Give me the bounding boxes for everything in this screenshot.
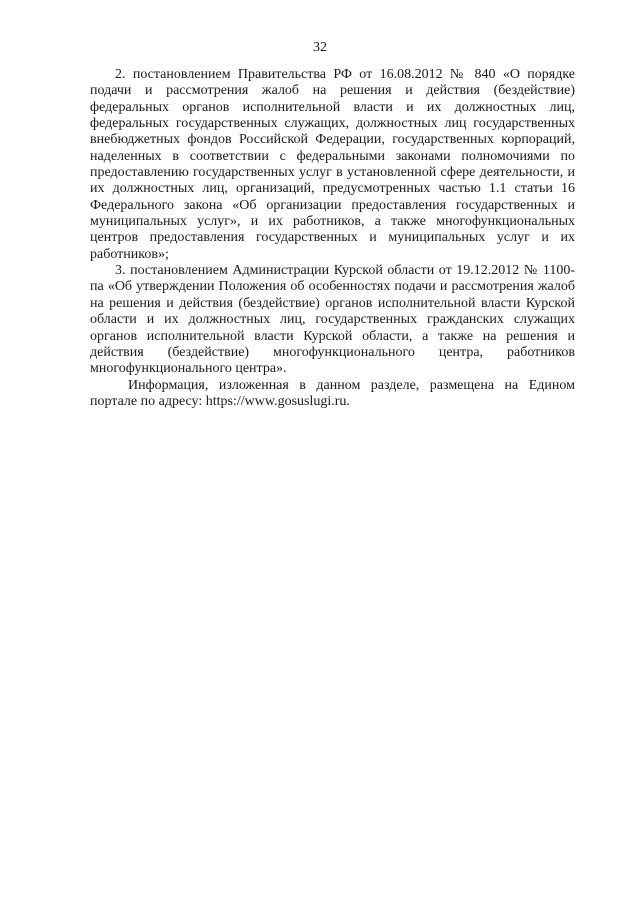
paragraph-item-2: 2. постановлением Правительства РФ от 16.08.2012 № 840 «О порядке подачи и рассмотрения жалоб на решения и действия (бездействие) федеральных органов исполнительной власти и их должностных лиц, федеральных государственных служащих, должностных лиц государственных внебюджетных фондов Российской Федерации, государственных корпораций, наделенных в соответствии с федеральными законами полномочиями по предоставлению государственных услуг в установленной сфере деятельности, и их должностных лиц, организаций, предусмотренных частью 1.1 статьи 16 Федерального закона «Об организации предоставления государственных и муниципальных услуг», и их работников, а также многофункциональных центров предоставления государственных и муниципальных услуг и их работников»; (90, 67, 575, 262)
page-number: 32 (313, 40, 327, 55)
document-body (90, 67, 575, 410)
paragraph-info: Информация, изложенная в данном разделе, размещена на Едином портале по адресу: https://www.gosuslugi.ru. (90, 377, 575, 409)
paragraph-item-3: 3. постановлением Администрации Курской области от 19.12.2012 № 1100-па «Об утверждении Положения об особенностях подачи и рассмотрения жалоб на решения и действия (бездействие) органов исполнительной власти Курской области и их должностных лиц, государственных гражданских служащих органов исполнительной власти Курской области, а также на решения и действия (бездействие) многофункционального центра, работников многофункционального центра». (90, 263, 575, 377)
